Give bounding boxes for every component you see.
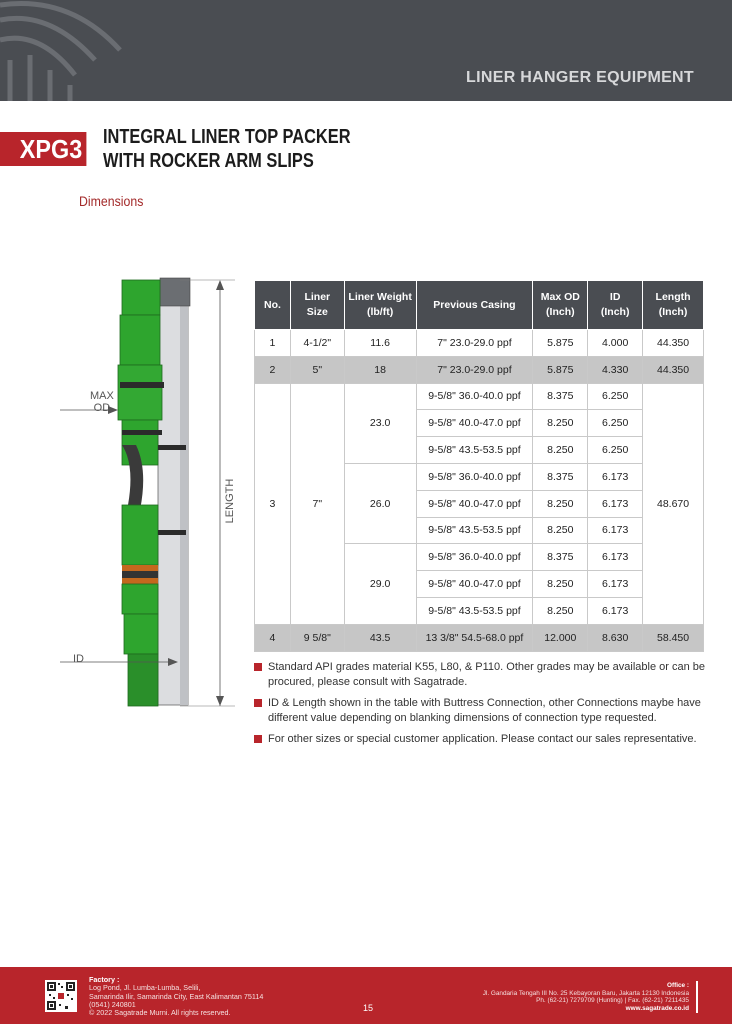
col-header-id-line1: ID (609, 291, 621, 303)
note-text: For other sizes or special customer application. Please contact our sales representative. (268, 733, 697, 745)
cell-previous-casing: 9-5/8" 43.5-53.5 ppf (416, 517, 533, 544)
cell-no: 4 (255, 624, 291, 651)
product-code-badge: XPG3 (0, 132, 86, 166)
bullet-square-icon (254, 699, 262, 707)
cell-liner-size: 9 5/8" (290, 624, 344, 651)
cell-id: 6.173 (588, 490, 643, 517)
cell-length: 58.450 (643, 624, 704, 651)
cell-previous-casing: 7" 23.0-29.0 ppf (416, 330, 533, 357)
footer-divider (696, 981, 698, 1013)
col-header-id (588, 281, 643, 330)
notes-list (254, 660, 709, 753)
cell-id: 6.173 (588, 597, 643, 624)
office-line2: Ph. (62-21) 7279709 (Hunting) | Fax. (62-21) 7211435 (536, 997, 689, 1005)
col-header-previous-casing: Previous Casing (416, 281, 533, 330)
cell-max-od: 12.000 (533, 624, 588, 651)
col-header-max-od-line2: (Inch) (546, 306, 575, 318)
id-label: ID (73, 653, 84, 665)
length-label: LENGTH (224, 478, 236, 524)
col-header-id-line2: (Inch) (600, 306, 630, 318)
cell-liner-weight: 18 (344, 356, 416, 383)
max-od-label (90, 390, 114, 414)
col-header-length (643, 281, 704, 330)
cell-previous-casing: 9-5/8" 40.0-47.0 ppf (416, 571, 533, 598)
product-title-line2: WITH ROCKER ARM SLIPS (103, 150, 314, 172)
cell-max-od: 5.875 (533, 356, 588, 383)
header-title: LINER HANGER EQUIPMENT (466, 69, 694, 86)
cell-max-od: 8.250 (533, 517, 588, 544)
factory-address (89, 976, 263, 1017)
cell-id: 4.330 (588, 356, 643, 383)
col-header-liner-size: Liner Size (290, 281, 344, 330)
cell-max-od: 8.250 (533, 597, 588, 624)
col-header-liner-weight-line1: Liner Weight (348, 291, 412, 303)
cell-id: 4.000 (588, 330, 643, 357)
cell-length: 44.350 (643, 356, 704, 383)
product-title (103, 125, 351, 173)
cell-no: 2 (255, 356, 291, 383)
bullet-square-icon (254, 735, 262, 743)
table-header-row (255, 281, 704, 330)
cell-max-od: 8.375 (533, 463, 588, 490)
cell-previous-casing: 9-5/8" 40.0-47.0 ppf (416, 410, 533, 437)
section-dimensions-label: Dimensions (79, 193, 144, 209)
cell-liner-weight: 11.6 (344, 330, 416, 357)
cell-max-od: 8.375 (533, 544, 588, 571)
cell-previous-casing: 9-5/8" 40.0-47.0 ppf (416, 490, 533, 517)
tool-drawing (60, 270, 250, 710)
list-item (254, 660, 709, 690)
table-row (255, 330, 704, 357)
cell-id: 8.630 (588, 624, 643, 651)
cell-liner-weight: 43.5 (344, 624, 416, 651)
qr-code-icon (45, 980, 77, 1012)
cell-previous-casing: 9-5/8" 43.5-53.5 ppf (416, 437, 533, 464)
cell-id: 6.173 (588, 571, 643, 598)
col-header-max-od (533, 281, 588, 330)
cell-liner-weight: 23.0 (344, 383, 416, 463)
factory-label: Factory : (89, 975, 120, 984)
cell-max-od: 8.250 (533, 437, 588, 464)
office-line1: Jl. Gandaria Tengah III No. 25 Kebayoran Baru, Jakarta 12130 Indonesia (482, 989, 689, 997)
table-row (255, 383, 704, 410)
copyright: © 2022 Sagatrade Murni. All rights reserved. (89, 1008, 231, 1018)
table-row (255, 624, 704, 651)
company-logo-icon (0, 0, 160, 101)
table-row (255, 356, 704, 383)
col-header-length-line2: (Inch) (658, 306, 688, 318)
cell-id: 6.250 (588, 437, 643, 464)
col-header-liner-weight-line2: (lb/ft) (366, 306, 394, 318)
cell-previous-casing: 9-5/8" 43.5-53.5 ppf (416, 597, 533, 624)
cell-previous-casing: 9-5/8" 36.0-40.0 ppf (416, 463, 533, 490)
list-item (254, 696, 709, 726)
dimensions-table (254, 280, 704, 652)
packer-illustration (60, 270, 250, 710)
footer-band (0, 967, 732, 1024)
note-text: ID & Length shown in the table with Buttress Connection, other Connections maybe have different value depending on blanking dimensions of connection type requested. (268, 697, 701, 724)
cell-length: 48.670 (643, 383, 704, 624)
cell-previous-casing: 13 3/8" 54.5-68.0 ppf (416, 624, 533, 651)
cell-max-od: 5.875 (533, 330, 588, 357)
col-header-length-line1: Length (655, 291, 691, 303)
cell-max-od: 8.250 (533, 490, 588, 517)
cell-id: 6.250 (588, 383, 643, 410)
cell-id: 6.173 (588, 544, 643, 571)
office-address (483, 982, 689, 1012)
cell-no: 1 (255, 330, 291, 357)
cell-liner-weight: 29.0 (344, 544, 416, 624)
cell-max-od: 8.250 (533, 410, 588, 437)
cell-liner-weight: 26.0 (344, 463, 416, 543)
bullet-square-icon (254, 663, 262, 671)
cell-liner-size: 7" (290, 383, 344, 624)
cell-id: 6.250 (588, 410, 643, 437)
note-text: Standard API grades material K55, L80, & P110. Other grades may be available or can be procured, please consult with Sagatrade. (268, 661, 706, 688)
cell-previous-casing: 9-5/8" 36.0-40.0 ppf (416, 544, 533, 571)
max-od-label-line2: OD (93, 402, 111, 414)
factory-line3: (0541) 240801 (89, 999, 136, 1009)
list-item (254, 732, 709, 747)
product-title-line1: INTEGRAL LINER TOP PACKER (103, 126, 351, 148)
col-header-max-od-line1: Max OD (540, 291, 580, 303)
cell-length: 44.350 (643, 330, 704, 357)
cell-max-od: 8.375 (533, 383, 588, 410)
website-link[interactable]: www.sagatrade.co.id (625, 1004, 689, 1012)
cell-id: 6.173 (588, 463, 643, 490)
cell-id: 6.173 (588, 517, 643, 544)
factory-line2: Samarinda Ilir, Samarinda City, East Kalimantan 75114 (89, 991, 264, 1001)
col-header-no: No. (255, 281, 291, 330)
cell-previous-casing: 7" 23.0-29.0 ppf (416, 356, 533, 383)
max-od-label-line1: MAX (90, 390, 114, 402)
header-band (0, 0, 732, 101)
col-header-liner-weight (344, 281, 416, 330)
factory-line1: Log Pond, Jl. Lumba-Lumba, Selili, (89, 983, 201, 993)
cell-max-od: 8.250 (533, 571, 588, 598)
cell-liner-size: 5" (290, 356, 344, 383)
cell-no: 3 (255, 383, 291, 624)
cell-previous-casing: 9-5/8" 36.0-40.0 ppf (416, 383, 533, 410)
page-number: 15 (363, 1003, 374, 1013)
office-label: Office : (666, 982, 689, 989)
cell-liner-size: 4-1/2" (290, 330, 344, 357)
